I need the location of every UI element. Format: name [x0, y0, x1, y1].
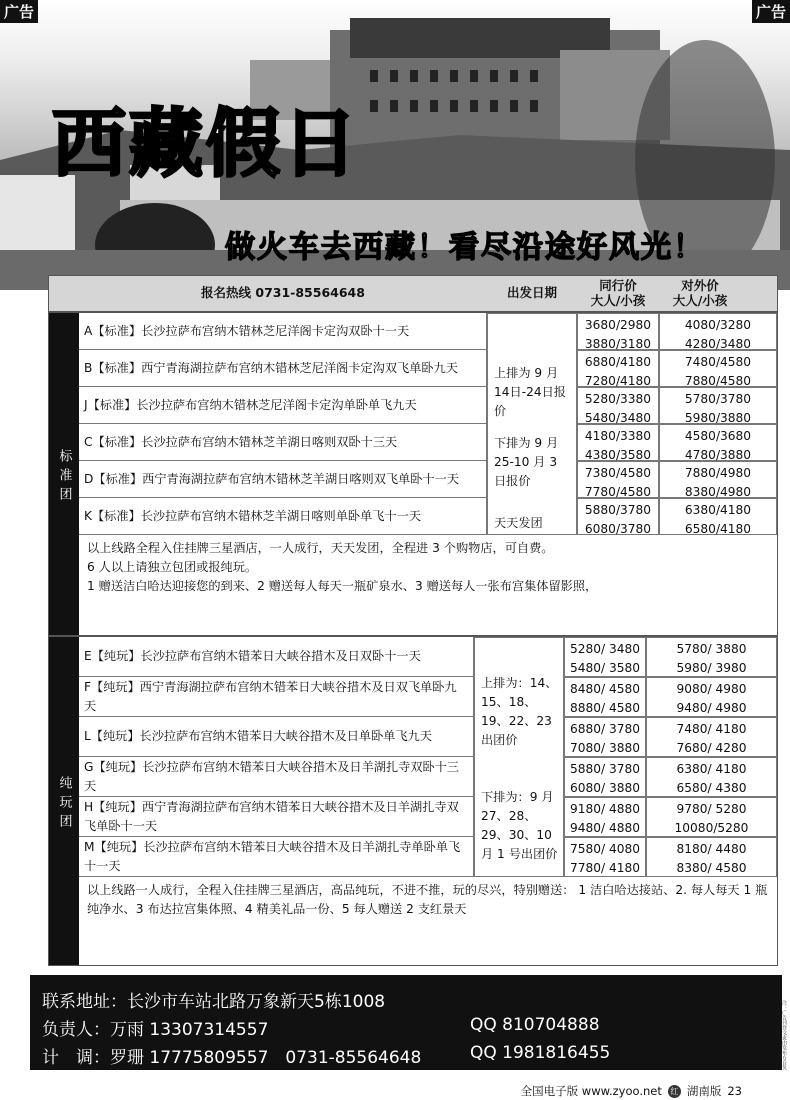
departure-date-cell: [487, 313, 577, 535]
departure-date-cell: [474, 637, 564, 877]
price-value: 8480/ 4580: [569, 682, 640, 696]
contact-address: 联系地址：长沙市车站北路万象新天5栋1008: [42, 992, 386, 1012]
side-disclaimer: 注：广告刊登文责由发布方自负: [781, 1000, 787, 1070]
hero-banner: [0, 0, 790, 290]
ext-price-cell: [646, 837, 777, 877]
price-value: 8380/ 4580: [676, 861, 747, 875]
ext-price-header: 对外价: [681, 278, 719, 293]
route-name: F【纯玩】西宁青海湖拉萨布宫纳木错苯日大峡谷措木及日双飞单卧九天: [79, 677, 474, 717]
price-value: 5880/ 3780: [569, 762, 640, 776]
standard-group-label: 标准团: [49, 313, 79, 635]
ext-price-sub: 大人/小孩: [672, 293, 728, 308]
peer-price-cell: [577, 387, 659, 424]
price-value: 8880/ 4580: [569, 701, 640, 715]
contact-qq-1: QQ 810704888: [470, 1015, 600, 1035]
contact-manager: 负责人：万雨 13307314557: [42, 1020, 269, 1040]
price-value: 6080/3780: [584, 522, 652, 536]
price-value: 5780/ 3880: [676, 642, 747, 656]
departure-date-text: 下排为 9 月 25-10 月 3 日报价: [494, 436, 559, 488]
price-value: 6080/ 3880: [569, 781, 640, 795]
table-header: [48, 275, 778, 312]
price-value: 5480/3480: [584, 411, 652, 425]
price-value: 8180/ 4480: [676, 842, 747, 856]
peer-price-cell: [564, 677, 646, 717]
ext-price-cell: [659, 350, 777, 387]
peer-price-cell: [577, 313, 659, 350]
price-value: 7480/ 4180: [676, 722, 747, 736]
price-value: 4180/3380: [584, 429, 652, 443]
price-value: 9480/ 4880: [569, 821, 640, 835]
route-name: J【标准】长沙拉萨布宫纳木错林芝尼洋阁卡定沟单卧单飞九天: [79, 387, 487, 424]
ext-price-cell: [659, 424, 777, 461]
route-name: B【标准】西宁青海湖拉萨布宫纳木错林芝尼洋阁卡定沟双飞单卧九天: [79, 350, 487, 387]
price-value: 4780/3880: [684, 448, 752, 462]
peer-price-cell: [564, 797, 646, 837]
price-value: 5880/3780: [584, 503, 652, 517]
price-value: 9180/ 4880: [569, 802, 640, 816]
price-value: 3680/2980: [584, 318, 652, 332]
peer-price-cell: [564, 637, 646, 677]
price-value: 9780/ 5280: [676, 802, 747, 816]
pure-group-label: 纯玩团: [49, 637, 79, 965]
price-value: 7780/4580: [584, 485, 652, 499]
price-value: 4380/3580: [584, 448, 652, 462]
ad-label-left: 广告: [0, 0, 38, 23]
ext-price-cell: [659, 313, 777, 350]
price-value: 5980/3880: [684, 411, 752, 425]
peer-price-sub: 大人/小孩: [590, 293, 646, 308]
departure-date-text: 天天发团: [494, 516, 543, 530]
note-line: 以上线路全程入住挂牌三星酒店，一人成行，天天发团，全程进 3 个购物店，可自费。: [87, 541, 554, 555]
price-value: 9480/ 4980: [676, 701, 747, 715]
ad-label-right: 广告: [752, 0, 790, 23]
price-value: 6380/ 4180: [676, 762, 747, 776]
ext-price-cell: [659, 461, 777, 498]
peer-price-cell: [577, 461, 659, 498]
price-value: 4580/3680: [684, 429, 752, 443]
ext-price-cell: [646, 637, 777, 677]
price-value: 8380/4980: [684, 485, 752, 499]
price-value: 3880/3180: [584, 337, 652, 351]
route-name: G【纯玩】长沙拉萨布宫纳木错苯日大峡谷措木及日羊湖扎寺双卧十三天: [79, 757, 474, 797]
price-value: 6380/4180: [684, 503, 752, 517]
standard-group-section: [48, 312, 778, 636]
peer-price-cell: [577, 498, 659, 535]
price-value: 5980/ 3980: [676, 661, 747, 675]
page-title: 西藏假日: [52, 101, 360, 187]
price-value: 5480/ 3580: [569, 661, 640, 675]
ext-price-cell: [646, 797, 777, 837]
hotline: 报名热线 0731-85564648: [201, 285, 365, 300]
route-name: A【标准】长沙拉萨布宫纳木错林芝尼洋阁卡定沟双卧十一天: [79, 313, 487, 350]
price-value: 7480/4580: [684, 355, 752, 369]
route-name: H【纯玩】西宁青海湖拉萨布宫纳木错苯日大峡谷措木及日羊湖扎寺双飞单卧十一天: [79, 797, 474, 837]
slogan: 做火车去西藏！看尽沿途好风光！: [225, 230, 705, 265]
ext-price-cell: [659, 387, 777, 424]
ext-price-cell: [646, 677, 777, 717]
price-value: 9080/ 4980: [676, 682, 747, 696]
pure-group-section: [48, 636, 778, 966]
peer-price-cell: [564, 837, 646, 877]
departure-date-text: 下排为：9 月 27、28、29、30、10 月 1 号出团价: [481, 790, 558, 861]
price-value: 4280/3480: [684, 337, 752, 351]
departure-date-text: 上排为：14、15、18、19、22、23 出团价: [481, 676, 558, 747]
contact-qq-2: QQ 1981816455: [470, 1043, 611, 1063]
departure-date-text: 上排为 9 月 14日-24日报价: [494, 366, 566, 418]
price-value: 7680/ 4280: [676, 741, 747, 755]
price-value: 7580/ 4080: [569, 842, 640, 856]
price-value: 4080/3280: [684, 318, 752, 332]
route-name: L【纯玩】长沙拉萨布宫纳木错苯日大峡谷措木及日单卧单飞九天: [79, 717, 474, 757]
route-name: M【纯玩】长沙拉萨布宫纳木错苯日大峡谷措木及日羊湖扎寺单卧单飞十一天: [79, 837, 474, 877]
page-footer: [521, 1083, 742, 1099]
page-number: 23: [727, 1084, 742, 1098]
note-line: 6 人以上请独立包团或报纯玩。: [87, 560, 258, 574]
route-name: D【标准】西宁青海湖拉萨布宫纳木错林芝羊湖日喀则双飞单卧十一天: [79, 461, 487, 498]
price-value: 7280/4180: [584, 374, 652, 388]
peer-price-cell: [577, 424, 659, 461]
peer-price-cell: [577, 350, 659, 387]
route-name: K【标准】长沙拉萨布宫纳木错林芝羊湖日喀则单卧单飞十一天: [79, 498, 487, 535]
ext-price-cell: [659, 498, 777, 535]
red-circle-icon: 红: [668, 1085, 681, 1098]
price-value: 10080/5280: [674, 821, 749, 835]
price-value: 6580/4180: [684, 522, 752, 536]
group-notes: [79, 877, 777, 923]
contact-planner: 计 调：罗珊 17775809557 0731-85564648: [42, 1048, 422, 1068]
region-text: 湖南版: [686, 1084, 722, 1098]
note-line: 以上线路一人成行，全程入住挂牌三星酒店，高品纯玩，不进不推，玩的尽兴，特别赠送： 1 洁白哈达接站、2. 每人每天 1 瓶纯净水、3 布达拉宫集体照、4 精美礼品一份、5 每人赠送 2 支红景天: [87, 883, 768, 916]
price-value: 5280/3380: [584, 392, 652, 406]
price-value: 7880/4580: [684, 374, 752, 388]
peer-price-cell: [564, 717, 646, 757]
price-value: 5280/ 3480: [569, 642, 640, 656]
group-notes: [79, 535, 777, 600]
price-value: 7780/ 4180: [569, 861, 640, 875]
edition-text: 全国电子版 www.zyoo.net: [520, 1084, 662, 1098]
price-value: 7880/4980: [684, 466, 752, 480]
price-value: 7080/ 3880: [569, 741, 640, 755]
ext-price-cell: [646, 717, 777, 757]
price-value: 6580/ 4380: [676, 781, 747, 795]
route-name: E【纯玩】长沙拉萨布宫纳木错苯日大峡谷措木及日双卧十一天: [79, 637, 474, 677]
peer-price-header: 同行价: [599, 278, 637, 293]
ext-price-cell: [646, 757, 777, 797]
note-line: 1 赠送洁白哈达迎接您的到来、2 赠送每人每天一瓶矿泉水、3 赠送每人一张布宫集体留影照，: [87, 579, 598, 593]
route-name: C【标准】长沙拉萨布宫纳木错林芝羊湖日喀则双卧十三天: [79, 424, 487, 461]
peer-price-cell: [564, 757, 646, 797]
date-header: 出发日期: [506, 285, 557, 300]
contact-footer: [30, 975, 782, 1070]
price-value: 5780/3780: [684, 392, 752, 406]
price-value: 7380/4580: [584, 466, 652, 480]
price-value: 6880/4180: [584, 355, 652, 369]
price-value: 6880/ 3780: [569, 722, 640, 736]
